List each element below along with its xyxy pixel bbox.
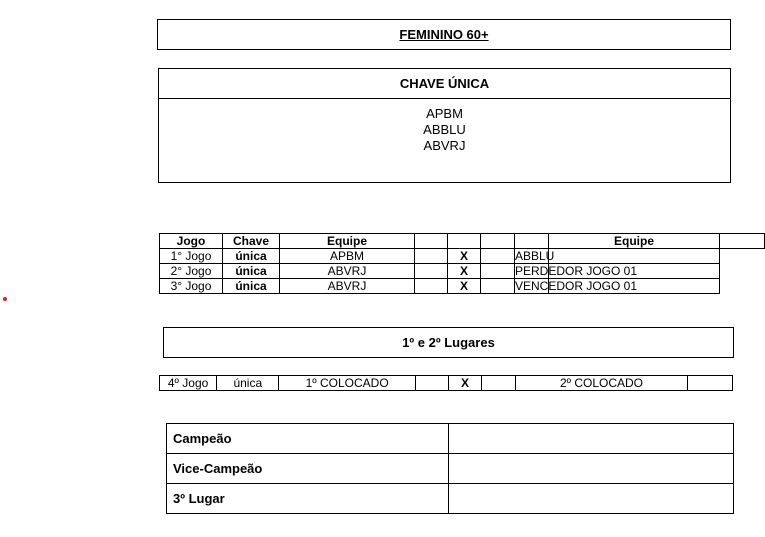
header-chave: Chave: [223, 234, 280, 249]
game-team-2: 2º COLOCADO: [516, 376, 688, 391]
result-label: Campeão: [167, 424, 449, 454]
game-team-1: APBM: [280, 249, 415, 264]
games-table: [159, 233, 765, 294]
results-table: [166, 423, 734, 514]
table-row: [160, 376, 733, 391]
table-row: [167, 454, 734, 484]
empty-cell: [720, 234, 765, 249]
empty-cell: [687, 376, 732, 391]
game-number: 2° Jogo: [160, 264, 223, 279]
game-number: 3° Jogo: [160, 279, 223, 294]
game-number: 1° Jogo: [160, 249, 223, 264]
score-cell: [415, 376, 448, 391]
chave-team: APBM: [426, 106, 463, 121]
game-chave: única: [223, 249, 280, 264]
game-team-2: VENCEDOR JOGO 01: [515, 279, 638, 293]
table-row: [160, 264, 765, 279]
versus-mark: X: [448, 376, 481, 391]
game-team-1: ABVRJ: [280, 264, 415, 279]
score-cell: [481, 249, 515, 264]
empty-cell: [481, 234, 515, 249]
score-cell: [415, 279, 448, 294]
final-game-table: [159, 375, 733, 391]
score-cell: [481, 279, 515, 294]
result-label: Vice-Campeão: [167, 454, 449, 484]
table-row: [160, 279, 765, 294]
game-team-2: ABBLU: [515, 249, 555, 263]
versus-mark: X: [448, 279, 481, 294]
result-label: 3º Lugar: [167, 484, 449, 514]
table-row: [167, 424, 734, 454]
page-title: FEMININO 60+: [157, 19, 731, 50]
result-value: [449, 484, 734, 514]
game-chave: única: [223, 264, 280, 279]
score-cell: [415, 264, 448, 279]
score-cell: [482, 376, 516, 391]
empty-cell: [448, 234, 481, 249]
chave-team: ABBLU: [423, 122, 466, 137]
lugares-heading: 1º e 2º Lugares: [163, 327, 734, 358]
header-equipe-1: Equipe: [280, 234, 415, 249]
chave-unica-box: [158, 68, 731, 183]
empty-cell: [549, 249, 720, 264]
game-team-2: PERDEDOR JOGO 01: [515, 264, 638, 278]
game-team-1: 1º COLOCADO: [279, 376, 415, 391]
score-cell: [481, 264, 515, 279]
result-value: [449, 454, 734, 484]
header-jogo: Jogo: [160, 234, 223, 249]
versus-mark: X: [448, 249, 481, 264]
versus-mark: X: [448, 264, 481, 279]
chave-heading: CHAVE ÚNICA: [159, 69, 730, 99]
game-number: 4º Jogo: [160, 376, 217, 391]
empty-cell: [415, 234, 448, 249]
games-header-row: [160, 234, 765, 249]
chave-team-list: [159, 99, 730, 154]
game-team-1: ABVRJ: [280, 279, 415, 294]
table-row: [167, 484, 734, 514]
empty-cell: [515, 234, 549, 249]
red-dot-marker: [3, 297, 7, 301]
table-row: [160, 249, 765, 264]
chave-team: ABVRJ: [423, 138, 466, 153]
header-equipe-2: Equipe: [549, 234, 720, 249]
game-chave: única: [223, 279, 280, 294]
result-value: [449, 424, 734, 454]
score-cell: [415, 249, 448, 264]
game-chave: única: [217, 376, 279, 391]
